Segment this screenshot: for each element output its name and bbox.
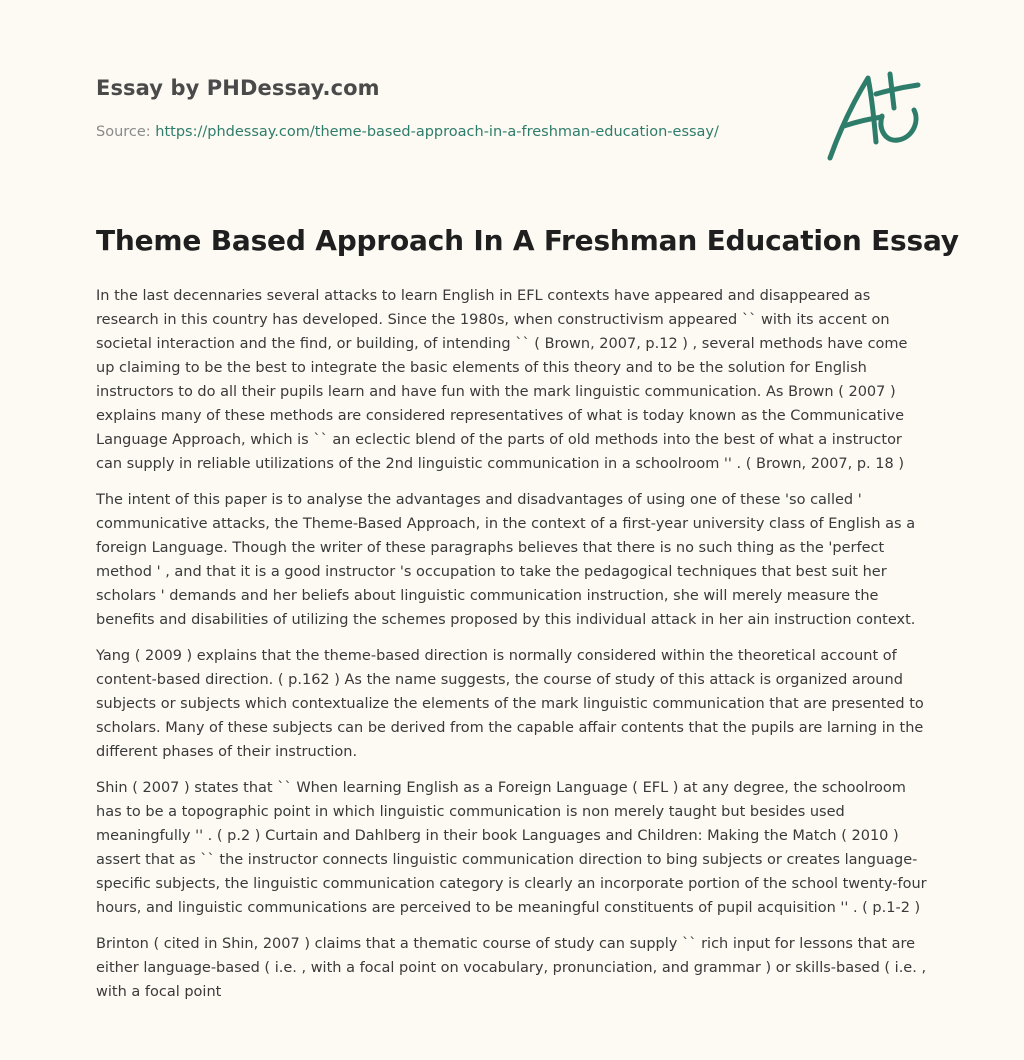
essay-paragraph: In the last decennaries several attacks to learn English in EFL contexts have appeared and disappeared as research in this country has developed. Since the 1980s, when constructivism appeared `` with its accent on societal interaction and the find, or building, of intending `` ( Brown, 2007, p.12 ) , several methods have come up claiming to be the best to integrate the basic elements of this theory and to be the solution for English instructors to do all their pupils learn and have fun with the mark linguistic communication. As Brown ( 2007 ) explains many of these methods are considered representatives of what is today known as the Communicative Language Approach, which is `` an eclectic blend of the parts of old methods into the best of what a instructor can supply in reliable utilizations of the 2nd linguistic communication in a schoolroom '' . ( Brown, 2007, p. 18 ) bbox=[96, 288, 908, 472]
essay-paragraph: Shin ( 2007 ) states that `` When learning English as a Foreign Language ( EFL ) at any degree, the schoolroom has to be a topographic point in which linguistic communication is non merely taught but besides used meaningfully '' . ( p.2 ) Curtain and Dahlberg in their book Languages and Children: Making the Match ( 2010 ) assert that as `` the instructor connects linguistic communication direction to bing subjects or creates language-specific subjects, the linguistic communication category is clearly an incorporate portion of the school twenty-four hours, and linguistic communications are perceived to be meaningful constituents of pupil acquisition '' . ( p.1-2 ) bbox=[96, 780, 927, 916]
essay-title: Theme Based Approach In A Freshman Education Essay bbox=[96, 224, 959, 257]
source-label: Source: bbox=[96, 124, 156, 140]
essay-paragraph: Yang ( 2009 ) explains that the theme-based direction is normally considered within the theoretical account of content-based direction. ( p.162 ) As the name suggests, the course of study of this attack is organized around subjects or subjects which contextualize the elements of the mark linguistic communication that are presented to scholars. Many of these subjects can be derived from the capable affair contents that the pupils are larning in the different phases of their instruction. bbox=[96, 648, 924, 760]
source-link[interactable]: https://phdessay.com/theme-based-approach-in-a-freshman-education-essay/ bbox=[155, 124, 719, 140]
a-plus-grade-icon bbox=[822, 68, 932, 168]
site-brand: Essay by PHDessay.com bbox=[96, 76, 380, 100]
essay-paragraph: Brinton ( cited in Shin, 2007 ) claims that a thematic course of study can supply `` rich input for lessons that are either language-based ( i.e. , with a focal point on vocabulary, pronunciation, and grammar ) or skills-based ( i.e. , with a focal point bbox=[96, 936, 927, 1000]
source-line bbox=[96, 124, 719, 140]
essay-paragraph: The intent of this paper is to analyse the advantages and disadvantages of using one of these 'so called ' communicative attacks, the Theme-Based Approach, in the context of a first-year university class of English as a foreign Language. Though the writer of these paragraphs believes that there is no such thing as the 'perfect method ' , and that it is a good instructor 's occupation to take the pedagogical techniques that best suit her scholars ' demands and her beliefs about linguistic communication instruction, she will merely measure the benefits and disabilities of utilizing the schemes proposed by this individual attack in her ain instruction context. bbox=[96, 492, 916, 628]
essay-body bbox=[96, 284, 930, 1016]
